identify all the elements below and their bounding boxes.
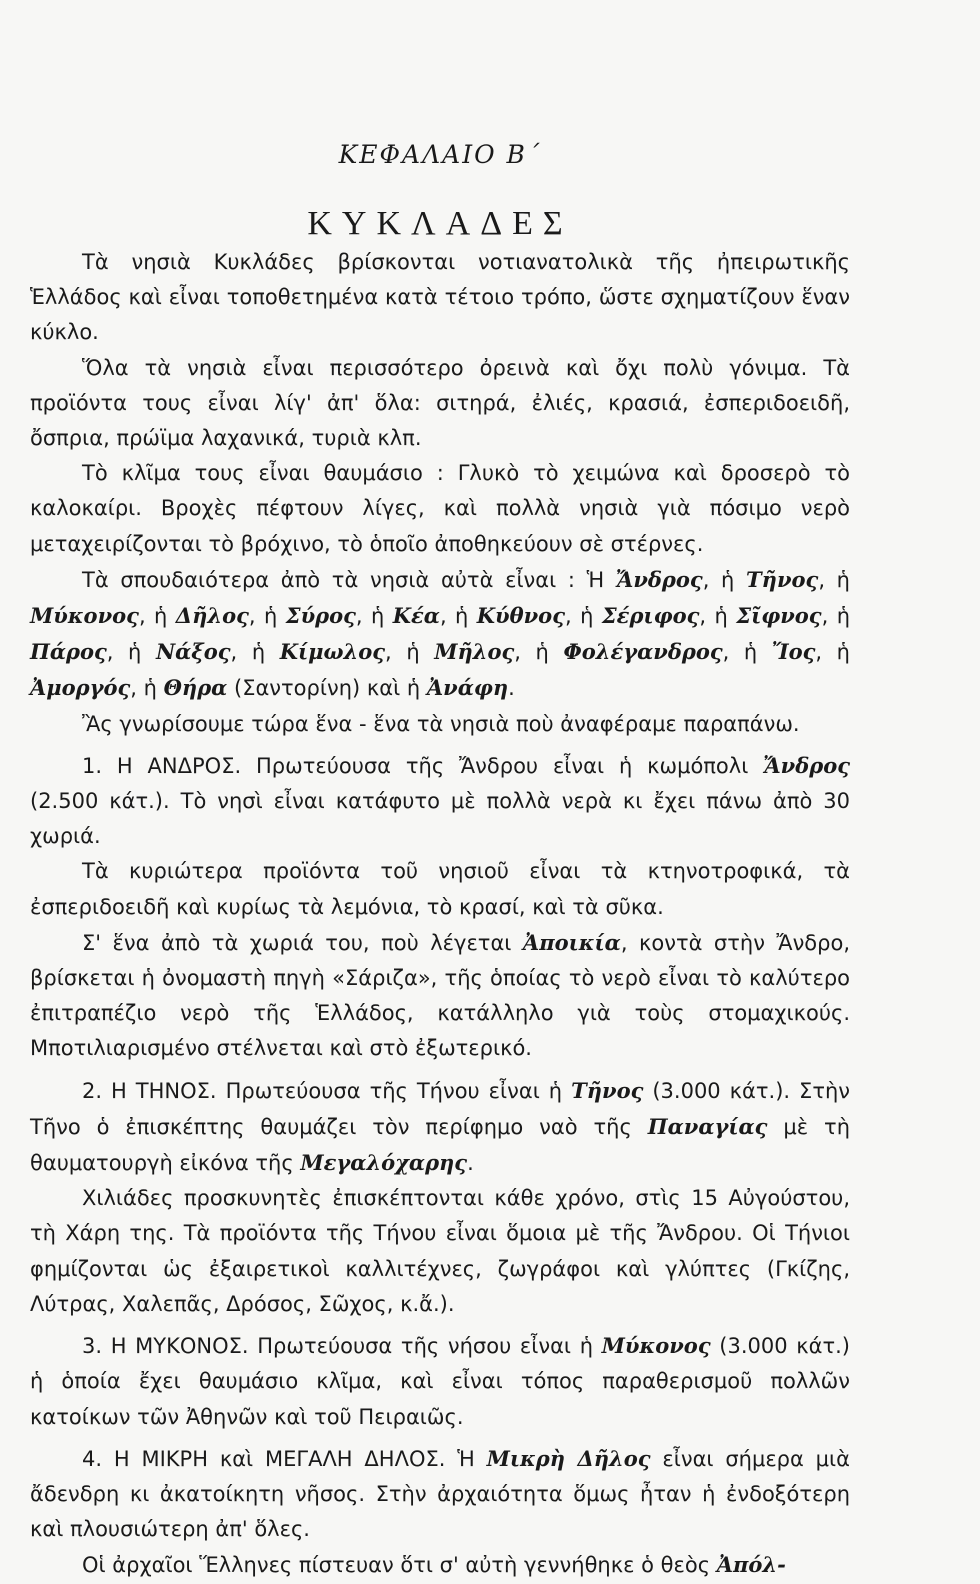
text-run: Τὸ κλῖμα τους εἶναι θαυμάσιο : Γλυκὸ τὸ χειμώνα καὶ δροσερὸ τὸ καλοκαίρι. Βροχὲς πέφτουν λίγες, καὶ πολλὰ νησιὰ γιὰ πόσιμο νερὸ μεταχειρίζονται τὸ βρόχινο, τὸ ὁποῖο ἀποθηκεύουν σὲ στέρνες. bbox=[30, 461, 850, 556]
text-run: , κοντὰ στὴν Ἄνδρο, βρίσκεται ἡ ὀνομαστὴ πηγὴ «Σάριζα», τῆς ὁποίας τὸ νερὸ εἶναι τὸ καλύτερο ἐπιτραπέζιο νερὸ τῆς Ἑλλάδος, κατάλληλο γιὰ τοὺς στομαχικούς. Μποτιλιαρισμένο στέλνεται καὶ στὸ ἐξωτερικό. bbox=[30, 930, 851, 1061]
text-run: , ἡ bbox=[564, 604, 602, 629]
paragraph-mykonos bbox=[30, 1328, 850, 1435]
text-run: 4. Η ΜΙΚΡΗ καὶ ΜΕΓΑΛΗ ΔΗΛΟΣ. Ἡ bbox=[82, 1446, 487, 1471]
emphasized-name: Ἀποικία bbox=[522, 929, 621, 955]
text-run: Ἂς γνωρίσουμε τώρα ἕνα - ἕνα τὰ νησιὰ ποὺ ἀναφέραμε παραπάνω. bbox=[82, 711, 800, 736]
emphasized-name: Δῆλος bbox=[175, 603, 249, 629]
emphasized-name: Μύκονος bbox=[601, 1333, 711, 1359]
text-run: εἶναι σήμερα μιὰ ἄδενδρη κι ἀκατοίκητη νῆσος. Στὴν ἀρχαιότητα ὅμως ἦταν ἡ ἐνδοξότερη καὶ πλουσιώτερη ἀπ' ὅλες. bbox=[30, 1446, 850, 1542]
text-run: μὲ τὴ θαυματουργὴ εἰκόνα τῆς bbox=[30, 1114, 850, 1176]
emphasized-name: Νάξος bbox=[155, 639, 231, 665]
paragraph-delos-1 bbox=[30, 1441, 850, 1548]
emphasized-name: Σύρος bbox=[285, 603, 356, 629]
emphasized-name: Σῖφνος bbox=[736, 603, 822, 629]
text-run: , ἡ bbox=[248, 604, 286, 629]
text-run: , ἡ bbox=[355, 604, 393, 629]
emphasized-name: Κύθνος bbox=[476, 603, 565, 629]
emphasized-name: Σέριφος bbox=[601, 603, 700, 629]
emphasized-name: Τῆνος bbox=[746, 566, 819, 592]
text-run: , ἡ bbox=[230, 640, 280, 665]
body-text bbox=[30, 245, 850, 1584]
text-run: Χιλιάδες προσκυνητὲς ἐπισκέπτονται κάθε χρόνο, στὶς 15 Αὐγούστου, τὴ Χάρη της. Τὰ προϊόντα τῆς Τήνου εἶναι ὅμοια μὲ τῆς Ἄνδρου. Οἱ Τήνιοι φημίζονται ὡς ἐξαιρετικοὶ καλλιτέχνες, ζωγράφοι καὶ γλύπτες (Γκίζης, Λύτρας, Χαλεπᾶς, Δρόσος, Σῶχος, κ.ἄ.). bbox=[30, 1186, 850, 1316]
chapter-heading: ΚΕΦΑΛΑΙΟ Β΄ bbox=[338, 140, 542, 169]
text-run: , ἡ bbox=[514, 640, 564, 665]
emphasized-name: Ἀμοργός bbox=[30, 675, 131, 701]
text-run: , ἡ bbox=[818, 567, 850, 592]
emphasized-name: Παναγίας bbox=[647, 1113, 768, 1139]
emphasized-name: Ἄνδρος bbox=[763, 752, 850, 778]
text-run: , ἡ bbox=[439, 604, 477, 629]
text-run: 2. Η ΤΗΝΟΣ. Πρωτεύουσα τῆς Τήνου εἶναι ἡ bbox=[82, 1078, 572, 1103]
text-run: (3.000 κάτ.). Στὴν Τῆνο ὁ ἐπισκέπτης θαυμάζει τὸν περίφημο ναὸ τῆς bbox=[30, 1078, 850, 1139]
text-run: , ἡ bbox=[699, 604, 737, 629]
emphasized-name: Μύκονος bbox=[30, 603, 139, 629]
text-run: , ἡ bbox=[130, 676, 164, 701]
emphasized-name: Μεγαλόχαρης bbox=[300, 1150, 468, 1176]
paragraph-intro-1 bbox=[30, 245, 850, 351]
text-run: , ἡ bbox=[702, 567, 747, 592]
text-run: 3. Η ΜΥΚΟΝΟΣ. Πρωτεύουσα τῆς νήσου εἶναι ἡ bbox=[82, 1334, 602, 1359]
emphasized-name: Πάρος bbox=[30, 639, 107, 665]
text-run: Τὰ νησιὰ Κυκλάδες βρίσκονται νοτιανατολικὰ τῆς ἠπειρωτικῆς Ἑλλάδος καὶ εἶναι τοποθετημένα κατὰ τέτοιο τρόπο, ὥστε σχηματίζουν ἕναν κύκλο. bbox=[30, 250, 850, 345]
text-run: , ἡ bbox=[815, 640, 850, 665]
text-run: , ἡ bbox=[385, 640, 435, 665]
paragraph-lets-learn bbox=[30, 707, 850, 742]
text-run: . bbox=[467, 1151, 474, 1176]
paragraph-delos-2 bbox=[30, 1547, 850, 1583]
text-run: 1. Η ΑΝΔΡΟΣ. Πρωτεύουσα τῆς Ἄνδρου εἶναι ἡ κωμόπολι bbox=[82, 753, 764, 778]
emphasized-name: Κίμωλος bbox=[279, 639, 386, 665]
text-run: , ἡ bbox=[722, 640, 772, 665]
paragraph-andros-1 bbox=[30, 748, 850, 855]
emphasized-name: Ἀνάφη bbox=[426, 675, 509, 701]
emphasized-name: Μῆλος bbox=[434, 639, 515, 665]
paragraph-climate bbox=[30, 456, 850, 562]
paragraph-intro-2 bbox=[30, 351, 850, 457]
emphasized-name: Μικρὴ Δῆλος bbox=[486, 1445, 651, 1471]
text-run: (3.000 κάτ.) ἡ ὁποία ἔχει θαυμάσιο κλῖμα, καὶ εἶναι τόπος παραθερισμοῦ πολλῶν κατοίκων τῶν Ἀθηνῶν καὶ τοῦ Πειραιῶς. bbox=[30, 1334, 850, 1429]
emphasized-name: Θήρα bbox=[163, 675, 228, 701]
text-run: Τὰ σπουδαιότερα ἀπὸ τὰ νησιὰ αὐτὰ εἶναι : Ἡ bbox=[82, 567, 616, 592]
page-title: ΚΥΚΛΑΔΕΣ bbox=[307, 204, 573, 242]
text-run: , ἡ bbox=[106, 640, 156, 665]
text-run: (Σαντορίνη) καὶ ἡ bbox=[227, 676, 427, 701]
paragraph-islands-list bbox=[30, 562, 850, 707]
text-run: Οἱ ἀρχαῖοι Ἕλληνες πίστευαν ὅτι σ' αὐτὴ γεννήθηκε ὁ θεὸς bbox=[82, 1553, 717, 1578]
emphasized-name: Ἀπόλ- bbox=[716, 1552, 786, 1578]
emphasized-name: Ἄνδρος bbox=[615, 566, 703, 592]
emphasized-name: Κέα bbox=[392, 603, 440, 629]
paragraph-andros-3 bbox=[30, 925, 850, 1067]
text-run: , ἡ bbox=[821, 604, 851, 629]
text-run: Τὰ κυριώτερα προϊόντα τοῦ νησιοῦ εἶναι τὰ κτηνοτροφικά, τὰ ἐσπεριδοειδῆ καὶ κυρίως τὰ λεμόνια, τὸ κρασί, καὶ τὰ σῦκα. bbox=[30, 859, 850, 919]
paragraph-tinos-2 bbox=[30, 1181, 850, 1322]
emphasized-name: Φολέγανδρος bbox=[563, 639, 723, 665]
emphasized-name: Τῆνος bbox=[571, 1077, 644, 1103]
paragraph-tinos-1 bbox=[30, 1073, 850, 1182]
emphasized-name: Ἴος bbox=[771, 639, 816, 665]
text-run: Σ' ἕνα ἀπὸ τὰ χωριά του, ποὺ λέγεται bbox=[82, 930, 523, 955]
text-run: Ὅλα τὰ νησιὰ εἶναι περισσότερο ὀρεινὰ καὶ ὄχι πολὺ γόνιμα. Τὰ προϊόντα τους εἶναι λίγ' ἀπ' ὅλα: σιτηρά, ἐλιές, κρασιά, ἐσπεριδοειδῆ, ὄσπρια, πρώϊμα λαχανικά, τυριὰ κλπ. bbox=[30, 355, 850, 451]
paragraph-andros-2 bbox=[30, 854, 850, 924]
text-run: , ἡ bbox=[138, 604, 176, 629]
text-run: (2.500 κάτ.). Τὸ νησὶ εἶναι κατάφυτο μὲ πολλὰ νερὰ κι ἔχει πάνω ἀπὸ 30 χωριά. bbox=[30, 789, 850, 849]
text-run: . bbox=[508, 676, 515, 701]
